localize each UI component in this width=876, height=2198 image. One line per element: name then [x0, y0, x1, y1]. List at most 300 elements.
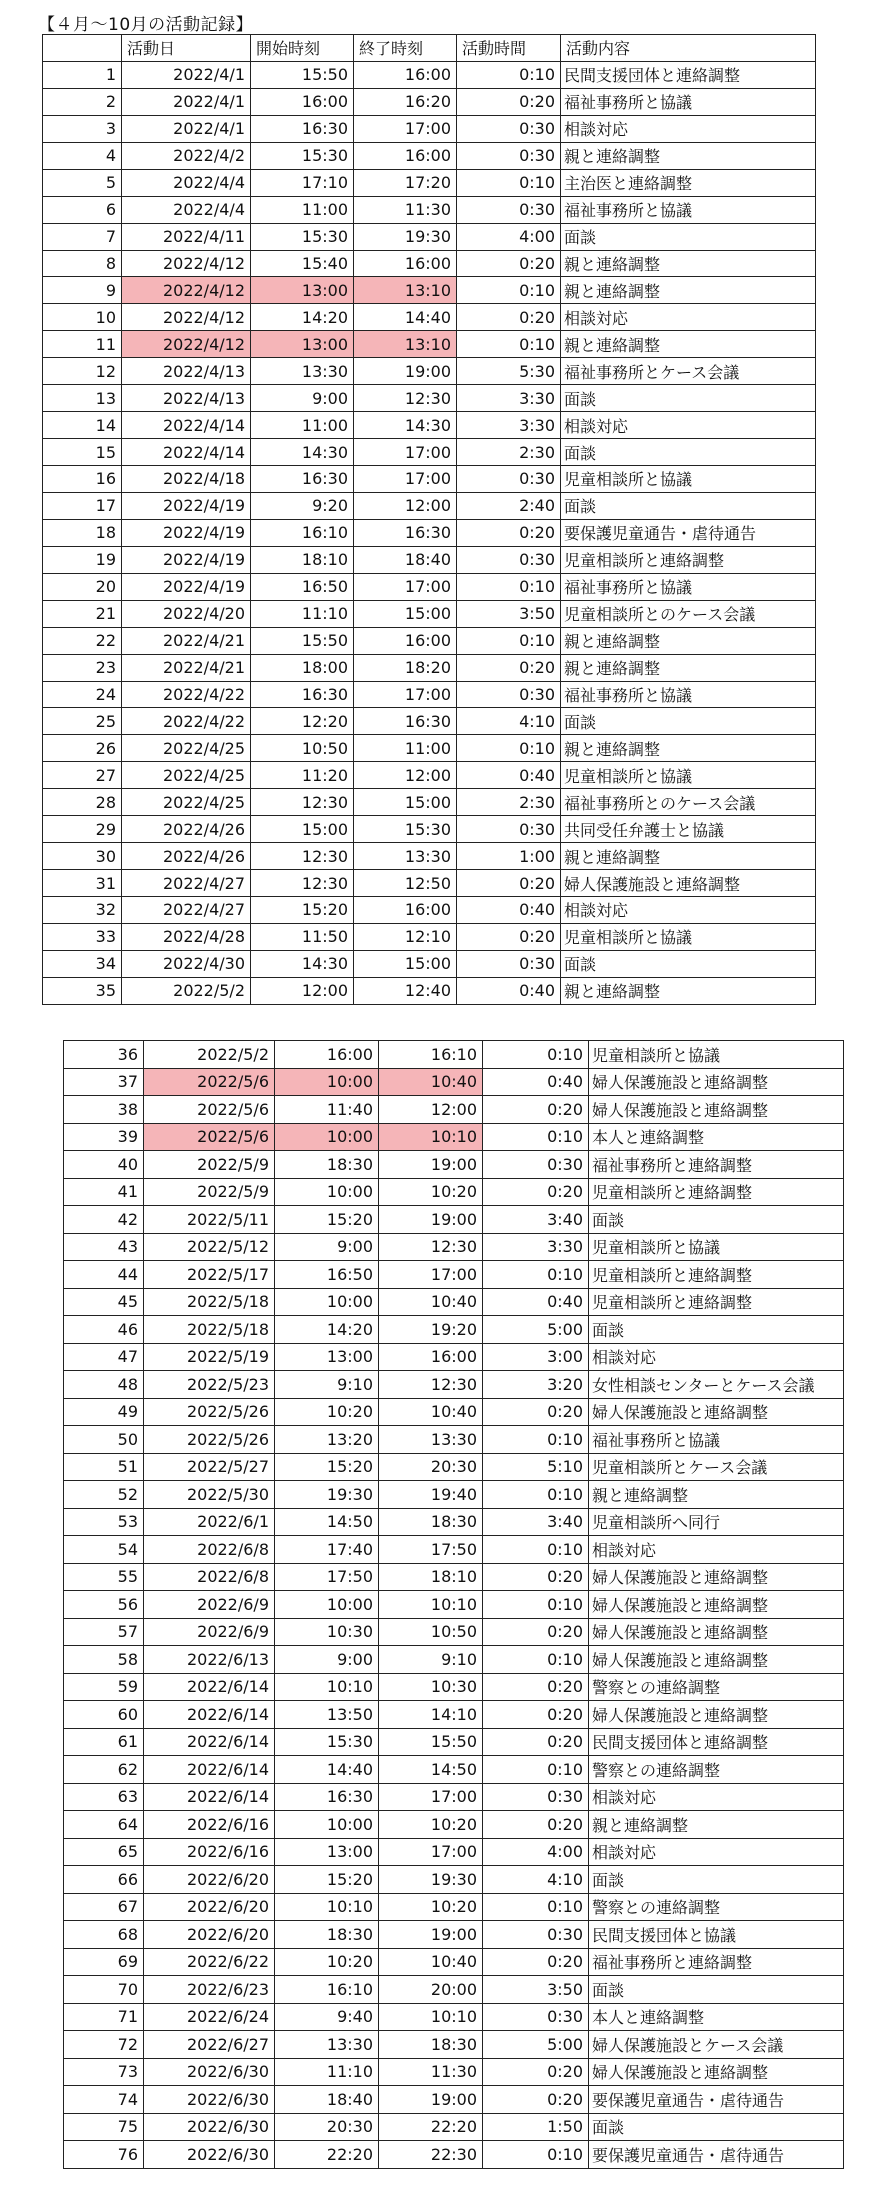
- activity-date: 2022/4/11: [122, 223, 251, 250]
- activity-date: 2022/5/27: [144, 1453, 275, 1481]
- activity-content: 親と連絡調整: [561, 142, 816, 169]
- duration: 0:20: [483, 1948, 589, 1976]
- start-time: 11:40: [275, 1096, 379, 1124]
- activity-date: 2022/4/12: [122, 250, 251, 277]
- activity-content: 児童相談所と協議: [561, 466, 816, 493]
- activity-content: 福祉事務所と協議: [561, 573, 816, 600]
- end-time: 12:30: [379, 1233, 483, 1261]
- row-number: 48: [64, 1371, 144, 1399]
- table-row: [64, 1756, 844, 1784]
- activity-content: 親と連絡調整: [561, 843, 816, 870]
- duration: 5:30: [457, 358, 561, 385]
- duration: 3:30: [457, 412, 561, 439]
- table-row: [64, 1288, 844, 1316]
- end-time: 10:40: [379, 1398, 483, 1426]
- duration: 3:30: [483, 1233, 589, 1261]
- duration: 0:20: [483, 1618, 589, 1646]
- table-row: [43, 897, 816, 924]
- start-time: 20:30: [275, 2113, 379, 2141]
- header-date: 活動日: [122, 35, 251, 62]
- table-row: [64, 2003, 844, 2031]
- end-time: 10:20: [379, 1178, 483, 1206]
- activity-content: 親と連絡調整: [561, 977, 816, 1004]
- row-number: 58: [64, 1646, 144, 1674]
- table-row: [43, 142, 816, 169]
- duration: 3:20: [483, 1371, 589, 1399]
- duration: 4:10: [483, 1866, 589, 1894]
- activity-content: 面談: [561, 439, 816, 466]
- activity-content: 婦人保護施設と連絡調整: [589, 1701, 844, 1729]
- table-row: [43, 708, 816, 735]
- activity-date: 2022/6/1: [144, 1508, 275, 1536]
- activity-date: 2022/6/16: [144, 1838, 275, 1866]
- start-time: 13:20: [275, 1426, 379, 1454]
- start-time: 16:30: [251, 681, 354, 708]
- row-number: 54: [64, 1536, 144, 1564]
- duration: 0:20: [483, 1398, 589, 1426]
- row-number: 44: [64, 1261, 144, 1289]
- activity-date: 2022/4/19: [122, 519, 251, 546]
- table-row: [64, 1233, 844, 1261]
- table-row: [43, 115, 816, 142]
- start-time: 22:20: [275, 2141, 379, 2169]
- duration: 0:20: [483, 1178, 589, 1206]
- duration: 0:30: [457, 816, 561, 843]
- row-number: 16: [43, 466, 122, 493]
- activity-date: 2022/5/9: [144, 1178, 275, 1206]
- activity-content: 児童相談所と協議: [589, 1233, 844, 1261]
- end-time: 16:30: [354, 519, 457, 546]
- start-time: 9:10: [275, 1371, 379, 1399]
- duration: 0:10: [483, 1646, 589, 1674]
- end-time: 20:00: [379, 1976, 483, 2004]
- header-start: 開始時刻: [251, 35, 354, 62]
- start-time: 11:20: [251, 762, 354, 789]
- row-number: 27: [43, 762, 122, 789]
- activity-date: 2022/6/14: [144, 1756, 275, 1784]
- activity-content: 親と連絡調整: [589, 1811, 844, 1839]
- activity-date: 2022/6/27: [144, 2031, 275, 2059]
- end-time: 12:30: [354, 385, 457, 412]
- duration: 0:30: [457, 115, 561, 142]
- start-time: 14:30: [251, 439, 354, 466]
- activity-date: 2022/5/26: [144, 1398, 275, 1426]
- table-row: [43, 654, 816, 681]
- end-time: 17:00: [379, 1783, 483, 1811]
- start-time: 12:30: [251, 789, 354, 816]
- table-row: [43, 600, 816, 627]
- end-time: 17:00: [354, 573, 457, 600]
- duration: 0:20: [457, 923, 561, 950]
- activity-date: 2022/6/14: [144, 1673, 275, 1701]
- row-number: 47: [64, 1343, 144, 1371]
- activity-date: 2022/6/8: [144, 1536, 275, 1564]
- end-time: 12:00: [354, 762, 457, 789]
- start-time: 16:10: [251, 519, 354, 546]
- table-row: [64, 1591, 844, 1619]
- activity-content: 相談対応: [561, 412, 816, 439]
- start-time: 13:00: [251, 331, 354, 358]
- duration: 0:10: [457, 61, 561, 88]
- duration: 0:20: [483, 1728, 589, 1756]
- table-row: [64, 1206, 844, 1234]
- duration: 2:30: [457, 789, 561, 816]
- table-row: [64, 1811, 844, 1839]
- start-time: 14:20: [275, 1316, 379, 1344]
- table-row: [64, 1398, 844, 1426]
- start-time: 10:00: [275, 1288, 379, 1316]
- activity-date: 2022/4/13: [122, 358, 251, 385]
- start-time: 17:40: [275, 1536, 379, 1564]
- activity-date: 2022/5/6: [144, 1123, 275, 1151]
- duration: 0:20: [483, 1701, 589, 1729]
- table-row: [43, 789, 816, 816]
- row-number: 19: [43, 546, 122, 573]
- start-time: 11:00: [251, 196, 354, 223]
- activity-content: 要保護児童通告・虐待通告: [589, 2141, 844, 2169]
- table-row: [43, 88, 816, 115]
- row-number: 62: [64, 1756, 144, 1784]
- start-time: 9:20: [251, 492, 354, 519]
- activity-content: 児童相談所と協議: [561, 923, 816, 950]
- start-time: 9:00: [251, 385, 354, 412]
- end-time: 12:00: [379, 1096, 483, 1124]
- activity-content: 親と連絡調整: [561, 627, 816, 654]
- row-number: 55: [64, 1563, 144, 1591]
- table-row: [64, 1426, 844, 1454]
- end-time: 10:20: [379, 1893, 483, 1921]
- activity-content: 児童相談所と連絡調整: [589, 1261, 844, 1289]
- duration: 0:10: [483, 1536, 589, 1564]
- start-time: 14:50: [275, 1508, 379, 1536]
- duration: 0:20: [483, 2086, 589, 2114]
- activity-content: 婦人保護施設と連絡調整: [589, 1618, 844, 1646]
- end-time: 18:20: [354, 654, 457, 681]
- start-time: 17:50: [275, 1563, 379, 1591]
- table-row: [64, 1068, 844, 1096]
- row-number: 46: [64, 1316, 144, 1344]
- end-time: 18:40: [354, 546, 457, 573]
- end-time: 9:10: [379, 1646, 483, 1674]
- end-time: 14:40: [354, 304, 457, 331]
- activity-date: 2022/4/14: [122, 412, 251, 439]
- row-number: 17: [43, 492, 122, 519]
- table-row: [43, 412, 816, 439]
- table-row: [64, 1673, 844, 1701]
- end-time: 17:00: [379, 1261, 483, 1289]
- row-number: 12: [43, 358, 122, 385]
- activity-content: 女性相談センターとケース会議: [589, 1371, 844, 1399]
- activity-date: 2022/5/18: [144, 1288, 275, 1316]
- end-time: 15:00: [354, 789, 457, 816]
- row-number: 53: [64, 1508, 144, 1536]
- table-row: [43, 843, 816, 870]
- start-time: 13:30: [251, 358, 354, 385]
- activity-content: 婦人保護施設と連絡調整: [589, 1646, 844, 1674]
- table-row: [43, 61, 816, 88]
- row-number: 15: [43, 439, 122, 466]
- row-number: 11: [43, 331, 122, 358]
- activity-date: 2022/5/19: [144, 1343, 275, 1371]
- end-time: 19:00: [354, 358, 457, 385]
- activity-date: 2022/4/22: [122, 708, 251, 735]
- duration: 0:40: [457, 977, 561, 1004]
- activity-content: 福祉事務所と協議: [561, 681, 816, 708]
- activity-date: 2022/5/23: [144, 1371, 275, 1399]
- activity-date: 2022/4/12: [122, 304, 251, 331]
- start-time: 18:00: [251, 654, 354, 681]
- activity-date: 2022/6/23: [144, 1976, 275, 2004]
- duration: 3:50: [457, 600, 561, 627]
- row-number: 40: [64, 1151, 144, 1179]
- activity-date: 2022/4/13: [122, 385, 251, 412]
- end-time: 19:40: [379, 1481, 483, 1509]
- row-number: 32: [43, 897, 122, 924]
- activity-content: 婦人保護施設と連絡調整: [589, 1398, 844, 1426]
- end-time: 10:10: [379, 2003, 483, 2031]
- activity-content: 福祉事務所と協議: [561, 88, 816, 115]
- duration: 5:00: [483, 1316, 589, 1344]
- activity-date: 2022/4/27: [122, 897, 251, 924]
- row-number: 23: [43, 654, 122, 681]
- header-row: [43, 35, 816, 62]
- end-time: 16:10: [379, 1041, 483, 1069]
- activity-date: 2022/5/6: [144, 1096, 275, 1124]
- table-row: [64, 2113, 844, 2141]
- table-row: [64, 2086, 844, 2114]
- duration: 5:10: [483, 1453, 589, 1481]
- duration: 0:10: [483, 2141, 589, 2169]
- duration: 3:30: [457, 385, 561, 412]
- duration: 0:10: [483, 1756, 589, 1784]
- start-time: 15:20: [275, 1866, 379, 1894]
- activity-content: 警察との連絡調整: [589, 1673, 844, 1701]
- activity-date: 2022/6/24: [144, 2003, 275, 2031]
- row-number: 66: [64, 1866, 144, 1894]
- activity-date: 2022/4/19: [122, 492, 251, 519]
- duration: 1:00: [457, 843, 561, 870]
- table-row: [64, 1921, 844, 1949]
- activity-content: 相談対応: [589, 1536, 844, 1564]
- table-row: [64, 1728, 844, 1756]
- end-time: 16:00: [354, 897, 457, 924]
- activity-content: 親と連絡調整: [561, 654, 816, 681]
- end-time: 19:00: [379, 1151, 483, 1179]
- table-row: [64, 1783, 844, 1811]
- start-time: 16:10: [275, 1976, 379, 2004]
- end-time: 10:40: [379, 1948, 483, 1976]
- activity-date: 2022/4/12: [122, 331, 251, 358]
- activity-date: 2022/6/30: [144, 2086, 275, 2114]
- start-time: 13:00: [275, 1343, 379, 1371]
- activity-date: 2022/6/20: [144, 1893, 275, 1921]
- table-row: [43, 762, 816, 789]
- row-number: 42: [64, 1206, 144, 1234]
- end-time: 19:20: [379, 1316, 483, 1344]
- row-number: 67: [64, 1893, 144, 1921]
- row-number: 64: [64, 1811, 144, 1839]
- activity-content: 福祉事務所とケース会議: [561, 358, 816, 385]
- end-time: 11:00: [354, 735, 457, 762]
- row-number: 74: [64, 2086, 144, 2114]
- activity-content: 婦人保護施設と連絡調整: [589, 1096, 844, 1124]
- activity-date: 2022/4/20: [122, 600, 251, 627]
- activity-table-1: [42, 34, 816, 1005]
- duration: 0:40: [457, 897, 561, 924]
- activity-content: 面談: [561, 223, 816, 250]
- table-row: [43, 681, 816, 708]
- start-time: 15:50: [251, 627, 354, 654]
- activity-date: 2022/4/1: [122, 115, 251, 142]
- start-time: 12:00: [251, 977, 354, 1004]
- row-number: 1: [43, 61, 122, 88]
- start-time: 16:50: [251, 573, 354, 600]
- row-number: 20: [43, 573, 122, 600]
- table-row: [43, 439, 816, 466]
- start-time: 10:20: [275, 1398, 379, 1426]
- row-number: 37: [64, 1068, 144, 1096]
- duration: 0:10: [457, 169, 561, 196]
- activity-date: 2022/6/20: [144, 1921, 275, 1949]
- row-number: 21: [43, 600, 122, 627]
- row-number: 50: [64, 1426, 144, 1454]
- duration: 0:10: [483, 1591, 589, 1619]
- duration: 0:20: [457, 870, 561, 897]
- start-time: 15:40: [251, 250, 354, 277]
- row-number: 52: [64, 1481, 144, 1509]
- end-time: 15:00: [354, 950, 457, 977]
- activity-content: 親と連絡調整: [561, 735, 816, 762]
- table-row: [64, 1536, 844, 1564]
- activity-date: 2022/5/2: [122, 977, 251, 1004]
- end-time: 15:00: [354, 600, 457, 627]
- row-number: 43: [64, 1233, 144, 1261]
- activity-date: 2022/6/30: [144, 2058, 275, 2086]
- duration: 0:30: [457, 466, 561, 493]
- activity-date: 2022/6/14: [144, 1701, 275, 1729]
- activity-date: 2022/5/18: [144, 1316, 275, 1344]
- table-row: [64, 1096, 844, 1124]
- start-time: 14:40: [275, 1756, 379, 1784]
- duration: 3:40: [483, 1508, 589, 1536]
- duration: 0:30: [457, 681, 561, 708]
- row-number: 56: [64, 1591, 144, 1619]
- duration: 0:20: [457, 519, 561, 546]
- activity-date: 2022/4/4: [122, 196, 251, 223]
- start-time: 14:30: [251, 950, 354, 977]
- row-number: 10: [43, 304, 122, 331]
- table-row: [43, 304, 816, 331]
- start-time: 13:00: [251, 277, 354, 304]
- end-time: 19:30: [379, 1866, 483, 1894]
- activity-content: 児童相談所へ同行: [589, 1508, 844, 1536]
- activity-date: 2022/6/14: [144, 1728, 275, 1756]
- activity-date: 2022/4/19: [122, 573, 251, 600]
- activity-content: 福祉事務所と協議: [589, 1426, 844, 1454]
- row-number: 22: [43, 627, 122, 654]
- activity-content: 相談対応: [561, 897, 816, 924]
- row-number: 31: [43, 870, 122, 897]
- row-number: 75: [64, 2113, 144, 2141]
- activity-content: 児童相談所と連絡調整: [589, 1178, 844, 1206]
- table-row: [64, 1893, 844, 1921]
- activity-content: 警察との連絡調整: [589, 1756, 844, 1784]
- row-number: 70: [64, 1976, 144, 2004]
- table-row: [64, 1123, 844, 1151]
- table-row: [64, 1701, 844, 1729]
- row-number: 9: [43, 277, 122, 304]
- end-time: 22:30: [379, 2141, 483, 2169]
- start-time: 16:50: [275, 1261, 379, 1289]
- activity-content: 要保護児童通告・虐待通告: [589, 2086, 844, 2114]
- activity-date: 2022/6/20: [144, 1866, 275, 1894]
- end-time: 17:00: [354, 681, 457, 708]
- start-time: 12:30: [251, 843, 354, 870]
- activity-content: 面談: [561, 492, 816, 519]
- table-row: [43, 196, 816, 223]
- row-number: 76: [64, 2141, 144, 2169]
- end-time: 10:40: [379, 1068, 483, 1096]
- activity-content: 主治医と連絡調整: [561, 169, 816, 196]
- table-row: [43, 816, 816, 843]
- table-row: [64, 2141, 844, 2169]
- duration: 0:10: [483, 1481, 589, 1509]
- activity-content: 相談対応: [561, 115, 816, 142]
- start-time: 19:30: [275, 1481, 379, 1509]
- table-row: [64, 1618, 844, 1646]
- end-time: 10:40: [379, 1288, 483, 1316]
- activity-content: 民間支援団体と連絡調整: [561, 61, 816, 88]
- row-number: 25: [43, 708, 122, 735]
- activity-date: 2022/4/25: [122, 735, 251, 762]
- start-time: 9:40: [275, 2003, 379, 2031]
- table-row: [64, 1453, 844, 1481]
- activity-date: 2022/5/30: [144, 1481, 275, 1509]
- activity-content: 面談: [561, 950, 816, 977]
- activity-content: 福祉事務所と協議: [561, 196, 816, 223]
- duration: 4:00: [457, 223, 561, 250]
- row-number: 29: [43, 816, 122, 843]
- activity-date: 2022/4/22: [122, 681, 251, 708]
- row-number: 68: [64, 1921, 144, 1949]
- start-time: 10:00: [275, 1178, 379, 1206]
- row-number: 8: [43, 250, 122, 277]
- activity-content: 面談: [589, 1866, 844, 1894]
- end-time: 10:50: [379, 1618, 483, 1646]
- duration: 0:10: [483, 1426, 589, 1454]
- table-row: [43, 950, 816, 977]
- row-number: 30: [43, 843, 122, 870]
- end-time: 13:30: [354, 843, 457, 870]
- activity-date: 2022/4/21: [122, 654, 251, 681]
- activity-content: 面談: [589, 1316, 844, 1344]
- end-time: 13:10: [354, 331, 457, 358]
- end-time: 20:30: [379, 1453, 483, 1481]
- end-time: 16:00: [354, 250, 457, 277]
- start-time: 15:30: [251, 142, 354, 169]
- activity-content: 面談: [589, 2113, 844, 2141]
- start-time: 16:00: [275, 1041, 379, 1069]
- activity-date: 2022/6/9: [144, 1591, 275, 1619]
- start-time: 13:50: [275, 1701, 379, 1729]
- start-time: 15:30: [251, 223, 354, 250]
- duration: 3:40: [483, 1206, 589, 1234]
- activity-date: 2022/5/6: [144, 1068, 275, 1096]
- start-time: 10:00: [275, 1068, 379, 1096]
- start-time: 11:10: [275, 2058, 379, 2086]
- row-number: 33: [43, 923, 122, 950]
- activity-content: 児童相談所とのケース会議: [561, 600, 816, 627]
